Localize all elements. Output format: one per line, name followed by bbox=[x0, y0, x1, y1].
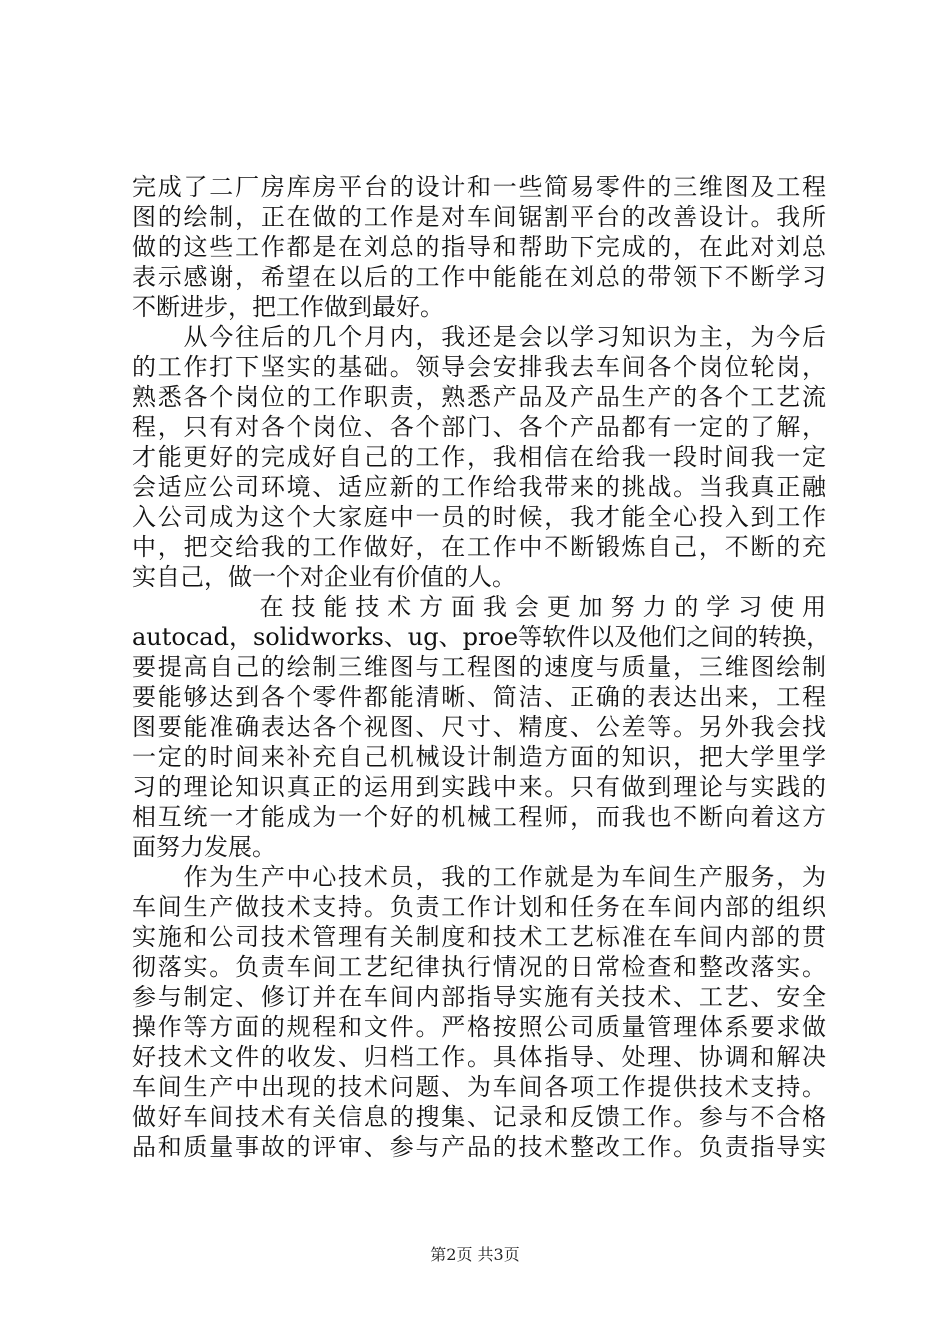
text-line: 彻落实。负责车间工艺纪律执行情况的日常检查和整改落实。 bbox=[132, 953, 826, 981]
text-line: 从今往后的几个月内，我还是会以学习知识为主，为今后 bbox=[132, 323, 826, 351]
text-line: 图的绘制，正在做的工作是对车间锯割平台的改善设计。我所 bbox=[132, 203, 826, 231]
text-line: 图要能准确表达各个视图、尺寸、精度、公差等。另外我会找 bbox=[132, 713, 826, 741]
page-footer bbox=[0, 1244, 950, 1266]
text-line: 车间生产中出现的技术问题、为车间各项工作提供技术支持。 bbox=[132, 1073, 826, 1101]
text-line: 熟悉各个岗位的工作职责，熟悉产品及产品生产的各个工艺流 bbox=[132, 383, 826, 411]
document-body bbox=[132, 172, 831, 1162]
text-line: 的工作打下坚实的基础。领导会安排我去车间各个岗位轮岗， bbox=[132, 353, 826, 381]
text-line: 实施和公司技术管理有关制度和技术工艺标准在车间内部的贯 bbox=[132, 923, 826, 951]
text-line: 不断进步，把工作做到最好。 bbox=[132, 293, 444, 321]
text-line: autocad，solidworks、ug、proe等软件以及他们之间的转换， bbox=[132, 623, 831, 651]
text-line: 入公司成为这个大家庭中一员的时候，我才能全心投入到工作 bbox=[132, 503, 826, 531]
text-line: 要能够达到各个零件都能清晰、简洁、正确的表达出来，工程 bbox=[132, 683, 826, 711]
text-line: 实自己，做一个对企业有价值的人。 bbox=[132, 563, 516, 591]
text-line: 完成了二厂房库房平台的设计和一些简易零件的三维图及工程 bbox=[132, 173, 826, 201]
page-number-label: 第2页 共3页 bbox=[430, 1245, 520, 1264]
text-line: 做好车间技术有关信息的搜集、记录和反馈工作。参与不合格 bbox=[132, 1103, 826, 1131]
text-line: 中，把交给我的工作做好，在工作中不断锻炼自己，不断的充 bbox=[132, 533, 826, 561]
text-line: 车间生产做技术支持。负责工作计划和任务在车间内部的组织 bbox=[132, 893, 826, 921]
text-line: 作为生产中心技术员，我的工作就是为车间生产服务，为 bbox=[132, 863, 826, 891]
text-line: 参与制定、修订并在车间内部指导实施有关技术、工艺、安全 bbox=[132, 983, 826, 1011]
text-line: 要提高自己的绘制三维图与工程图的速度与质量，三维图绘制 bbox=[132, 653, 826, 681]
text-line: 操作等方面的规程和文件。严格按照公司质量管理体系要求做 bbox=[132, 1013, 826, 1041]
text-line: 习的理论知识真正的运用到实践中来。只有做到理论与实践的 bbox=[132, 773, 826, 801]
text-line: 面努力发展。 bbox=[132, 833, 276, 861]
text-line: 品和质量事故的评审、参与产品的技术整改工作。负责指导实 bbox=[132, 1133, 826, 1161]
text-line: 一定的时间来补充自己机械设计制造方面的知识，把大学里学 bbox=[132, 743, 826, 771]
text-line: 程，只有对各个岗位、各个部门、各个产品都有一定的了解， bbox=[132, 413, 826, 441]
text-line: 好技术文件的收发、归档工作。具体指导、处理、协调和解决 bbox=[132, 1043, 826, 1071]
text-line: 会适应公司环境、适应新的工作给我带来的挑战。当我真正融 bbox=[132, 473, 826, 501]
text-line: 做的这些工作都是在刘总的指导和帮助下完成的，在此对刘总 bbox=[132, 233, 826, 261]
text-line: 表示感谢，希望在以后的工作中能能在刘总的带领下不断学习 bbox=[132, 263, 826, 291]
text-line: 在技能技术方面我会更加努力的学习使用 bbox=[132, 593, 826, 621]
text-line: 才能更好的完成好自己的工作，我相信在给我一段时间我一定 bbox=[132, 443, 826, 471]
text-line: 相互统一才能成为一个好的机械工程师，而我也不断向着这方 bbox=[132, 803, 826, 831]
